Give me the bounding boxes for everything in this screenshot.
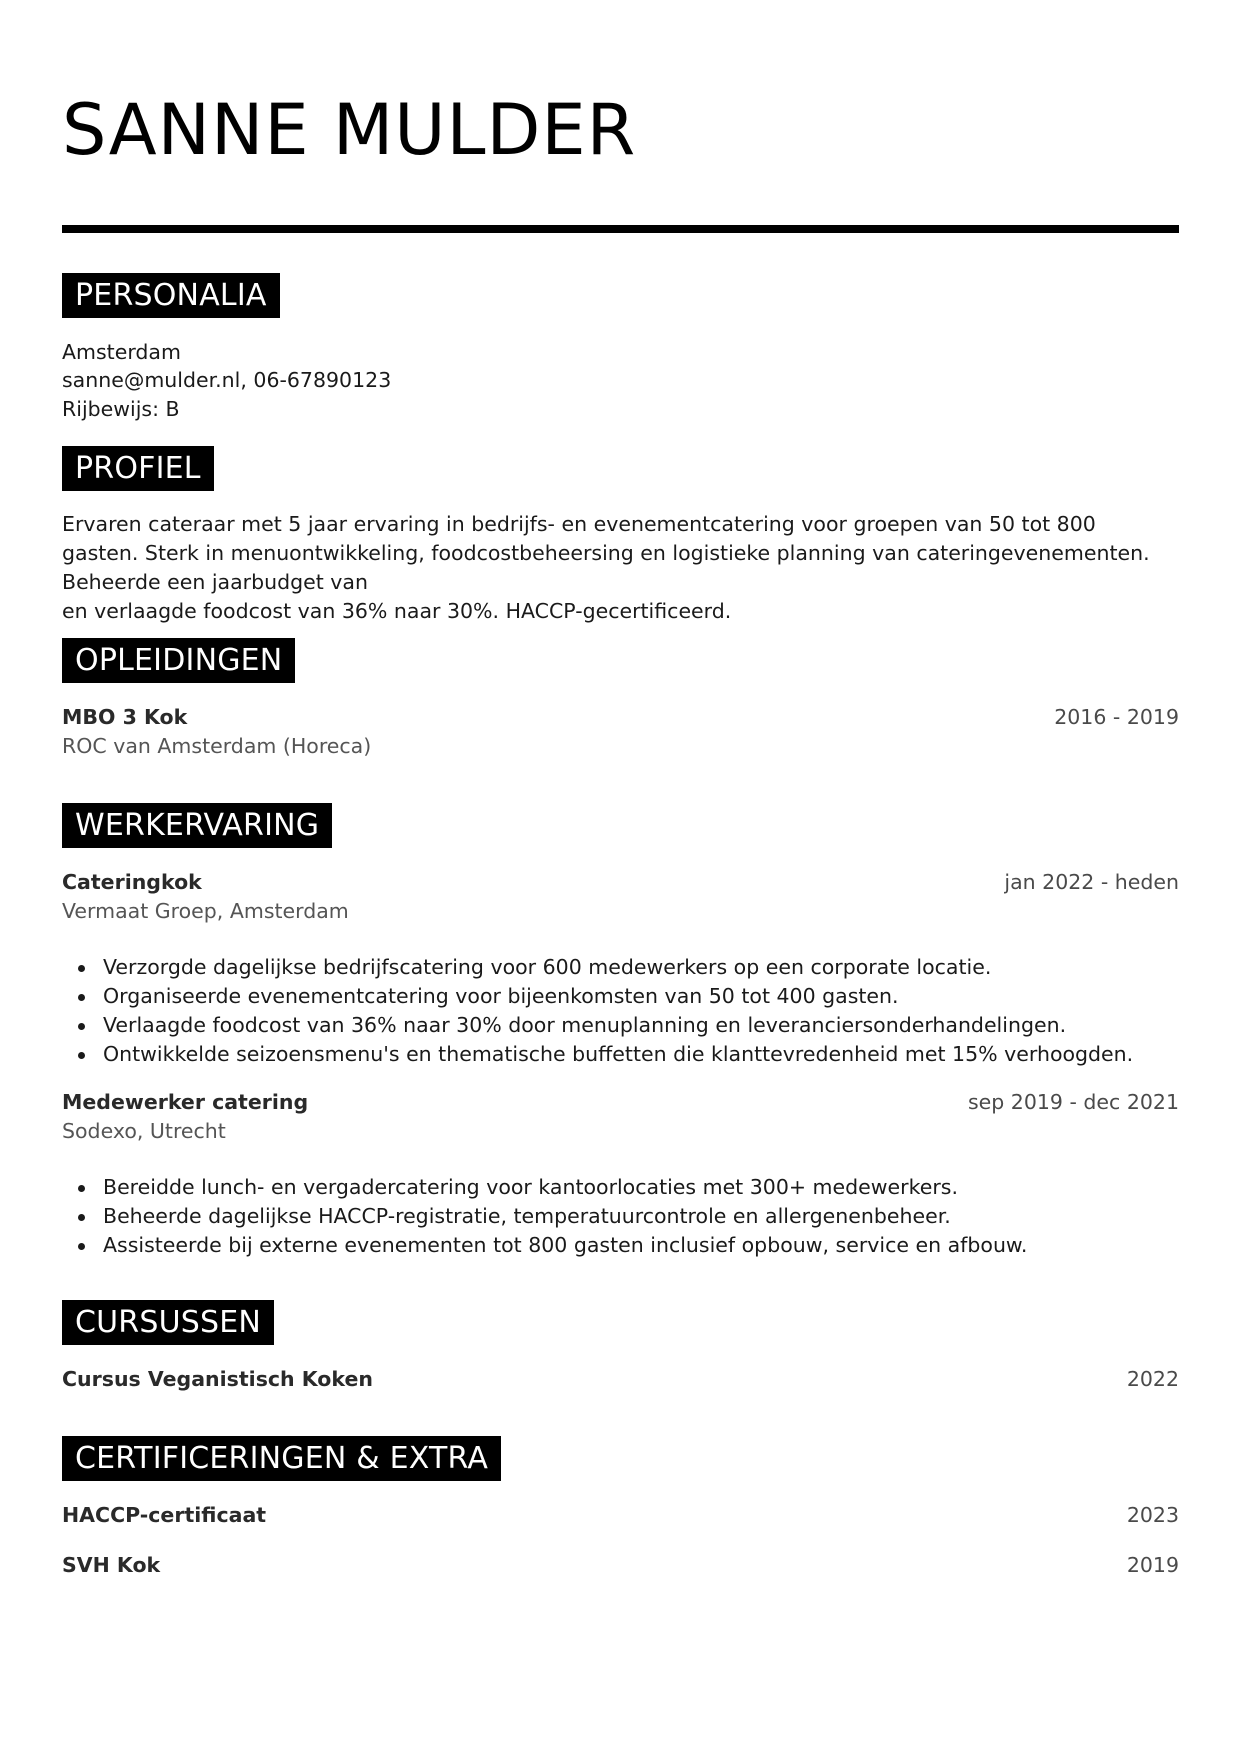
course-row — [62, 1365, 1179, 1394]
profile-line-part: Beheerde een jaarbudget van — [62, 570, 368, 594]
course-name: Cursus Veganistisch Koken — [62, 1367, 373, 1391]
section-title-certificeringen: CERTIFICERINGEN & EXTRA — [62, 1436, 501, 1481]
job-period: jan 2022 - heden — [1004, 870, 1179, 894]
course-year: 2022 — [1126, 1367, 1179, 1391]
list-item: Assisteerde bij externe evenementen tot 800 gasten inclusief opbouw, service en afbouw. — [62, 1231, 1179, 1260]
education-school: ROC van Amsterdam (Horeca) — [62, 734, 372, 758]
certificate-year: 2019 — [1126, 1553, 1179, 1577]
list-item: Ontwikkelde seizoensmenu's en thematische buffetten die klanttevredenheid met 15% verhoogden. — [62, 1040, 1179, 1069]
certificate-year: 2023 — [1126, 1503, 1179, 1527]
certificate-row — [62, 1501, 1179, 1530]
job-period: sep 2019 - dec 2021 — [967, 1090, 1179, 1114]
job-company: Vermaat Groep, Amsterdam — [62, 899, 349, 923]
profile-line — [62, 568, 1179, 626]
list-item: Verlaagde foodcost van 36% naar 30% door menuplanning en leveranciersonderhandelingen. — [62, 1011, 1179, 1040]
profile-text — [62, 510, 1179, 626]
list-item: Bereidde lunch- en vergadercatering voor kantoorlocaties met 300+ medewerkers. — [62, 1173, 1179, 1202]
list-item: Organiseerde evenementcatering voor bijeenkomsten van 50 tot 400 gasten. — [62, 982, 1179, 1011]
list-item: Beheerde dagelijkse HACCP-registratie, temperatuurcontrole en allergenenbeheer. — [62, 1202, 1179, 1231]
header-divider — [62, 225, 1179, 233]
job-row — [62, 868, 1179, 897]
personal-city: Amsterdam — [62, 340, 181, 364]
job-role: Medewerker catering — [62, 1090, 309, 1114]
section-title-werkervaring: WERKERVARING — [62, 803, 332, 848]
job-role: Cateringkok — [62, 870, 202, 894]
candidate-name: SANNE MULDER — [62, 89, 637, 171]
job-bullets — [62, 1173, 1179, 1260]
list-item: Verzorgde dagelijkse bedrijfscatering voor 600 medewerkers op een corporate locatie. — [62, 953, 1179, 982]
section-title-opleidingen: OPLEIDINGEN — [62, 638, 295, 683]
personal-contact: sanne@mulder.nl, 06-67890123 — [62, 368, 392, 392]
education-period: 2016 - 2019 — [1054, 705, 1179, 729]
profile-line-part: en verlaagde foodcost van 36% naar 30%. HACCP-gecertificeerd. — [62, 599, 732, 623]
section-title-cursussen: CURSUSSEN — [62, 1300, 274, 1345]
education-degree: MBO 3 Kok — [62, 705, 188, 729]
certificate-name: HACCP-certificaat — [62, 1503, 267, 1527]
profile-line: gasten. Sterk in menuontwikkeling, foodcostbeheersing en logistieke planning van cateringevenementen. — [62, 541, 1150, 565]
section-title-profiel: PROFIEL — [62, 446, 214, 491]
job-bullets — [62, 953, 1179, 1069]
job-company: Sodexo, Utrecht — [62, 1119, 226, 1143]
personal-license: Rijbewijs: B — [62, 397, 180, 421]
certificate-name: SVH Kok — [62, 1553, 161, 1577]
profile-line: Ervaren cateraar met 5 jaar ervaring in bedrijfs- en evenementcatering voor groepen van 50 tot 800 — [62, 512, 1096, 536]
certificate-row — [62, 1551, 1179, 1580]
section-title-personalia: PERSONALIA — [62, 273, 280, 318]
education-row — [62, 703, 1179, 732]
job-row — [62, 1088, 1179, 1117]
